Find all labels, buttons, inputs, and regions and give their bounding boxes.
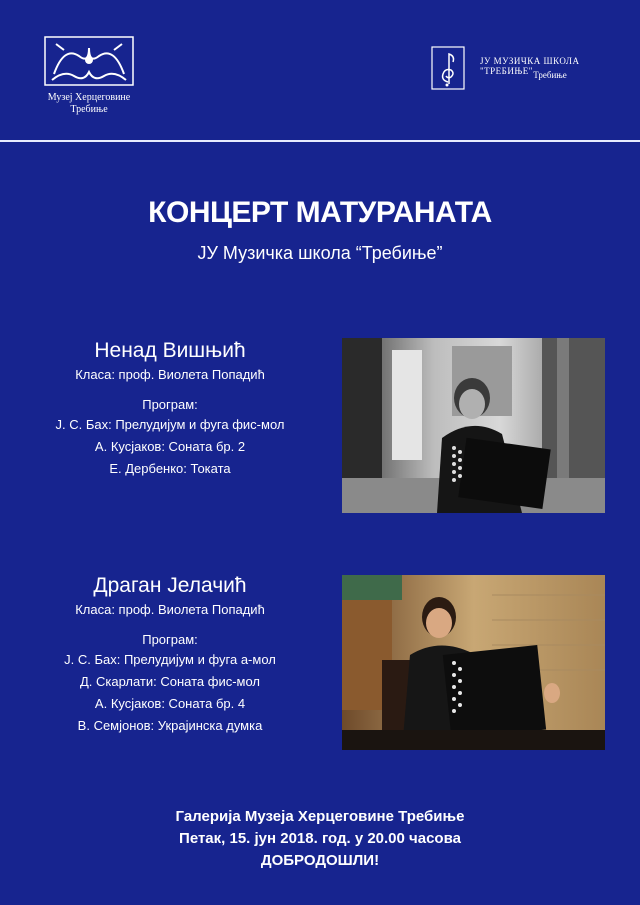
program-item: Ј. С. Бах: Прелудијум и фуга а-мол [64,652,276,667]
header-divider [0,140,640,142]
student-name: Драган Јелачић [93,574,247,597]
student-block-1 [20,338,320,480]
student-class: Класа: проф. Виолета Попадић [75,367,265,382]
student-block-2 [20,573,320,737]
event-title: КОНЦЕРТ МАТУРАНАТА [148,196,492,229]
museum-logo [44,36,134,86]
museum-name-line2: Требиње [70,104,108,115]
program-label: Програм: [142,632,198,647]
event-footer [0,806,640,872]
program-item: А. Кусјаков: Соната бр. 4 [94,696,246,711]
venue-text: Галерија Музеја Херцеговине Требиње [175,808,465,825]
student-name: Ненад Вишњић [94,339,246,362]
student-photo-1 [342,338,605,513]
school-name: ЈУ МУЗИЧКА ШКОЛА "ТРЕБИЊЕ" [480,56,580,76]
program-item: Ј. С. Бах: Прелудијум и фуга фис-мол [55,417,285,432]
school-logo [431,46,465,90]
school-city: Требиње [533,70,567,80]
museum-name-line1: Музеј Херцеговине [47,92,131,103]
student-class: Класа: проф. Виолета Попадић [75,602,265,617]
event-subtitle: ЈУ Музичка школа “Требиње” [197,243,443,263]
datetime-text: Петак, 15. јун 2018. год. у 20.00 часова [179,830,461,847]
museum-name [24,92,154,116]
program-label: Програм: [142,397,198,412]
welcome-text: ДОБРОДОШЛИ! [260,852,380,869]
program-item: Е. Дербенко: Токата [109,461,231,476]
program-item: Д. Скарлати: Соната фис-мол [79,674,261,689]
student-photo-2 [342,575,605,750]
program-item: В. Семјонов: Украјинска думка [77,718,263,733]
program-item: А. Кусјаков: Соната бр. 2 [94,439,246,454]
